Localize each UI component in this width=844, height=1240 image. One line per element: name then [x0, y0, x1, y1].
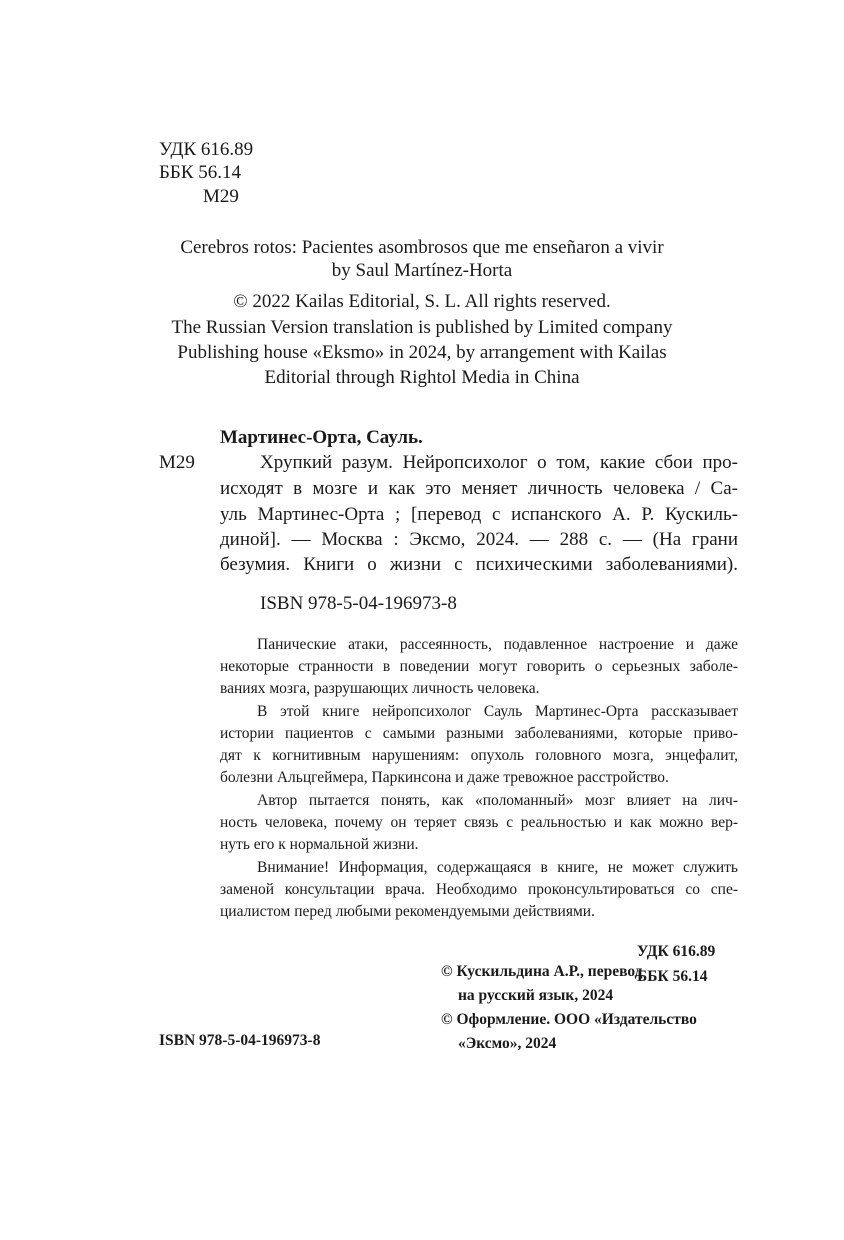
isbn-bottom: ISBN 978-5-04-196973-8: [159, 1032, 321, 1049]
rights-line: © 2022 Kailas Editorial, S. L. All rights reserved.: [233, 291, 611, 312]
annotation-line: некоторые странности в поведении могут говорить о серьезных заболе-: [220, 658, 738, 675]
catalog-line: уль Мартинес-Орта ; [перевод с испанского А. Р. Кускиль-: [220, 504, 738, 525]
annotation-line: Панические атаки, рассеянность, подавленное настроение и даже: [257, 636, 738, 653]
copyright-line: © Кускильдина А.Р., перевод: [441, 963, 643, 980]
catalog-mark: М29: [159, 452, 195, 473]
bbk-bold: ББК 56.14: [637, 968, 708, 985]
catalog-line: безумия. Книги о жизни с психическими заболеваниями).: [220, 554, 738, 575]
original-title: Cerebros rotos: Pacientes asombrosos que me enseñaron a vivir: [180, 237, 664, 258]
annotation-line: Автор пытается понять, как «поломанный» мозг влияет на лич-: [257, 792, 738, 809]
udk-code: УДК 616.89: [159, 139, 254, 160]
rights-line: Publishing house «Eksmo» in 2024, by arrangement with Kailas: [177, 342, 667, 363]
udk-bold: УДК 616.89: [637, 943, 716, 960]
annotation-line: нуть его к нормальной жизни.: [220, 836, 419, 853]
annotation-line: ность человека, почему он теряет связь с реальностью и как можно вер-: [220, 814, 738, 831]
rights-line: Editorial through Rightol Media in China: [264, 367, 580, 388]
annotation-line: болезни Альцгеймера, Паркинсона и даже тревожное расстройство.: [220, 769, 669, 786]
author-mark: М29: [203, 186, 239, 207]
annotation-line: дят к когнитивным нарушениям: опухоль головного мозга, энцефалит,: [220, 747, 738, 764]
annotation-line: циалистом перед любыми рекомендуемыми действиями.: [220, 903, 595, 920]
catalog-isbn: ISBN 978-5-04-196973-8: [260, 593, 457, 614]
copyright-line: «Эксмо», 2024: [458, 1035, 557, 1052]
annotation-line: В этой книге нейропсихолог Сауль Мартинес-Орта рассказывает: [257, 703, 738, 720]
rights-line: The Russian Version translation is published by Limited company: [171, 317, 673, 338]
annotation-line: заменой консультации врача. Необходимо проконсультироваться со спе-: [220, 881, 738, 898]
copyright-line: © Оформление. ООО «Издательство: [441, 1011, 697, 1028]
catalog-author: Мартинес-Орта, Сауль.: [220, 427, 423, 448]
copyright-line: на русский язык, 2024: [458, 987, 614, 1004]
original-author: by Saul Martínez-Horta: [331, 260, 513, 281]
catalog-line: Хрупкий разум. Нейропсихолог о том, какие сбои про-: [260, 452, 738, 473]
annotation-line: Внимание! Информация, содержащаяся в книге, не может служить: [257, 859, 738, 876]
bbk-code: ББК 56.14: [159, 162, 241, 183]
annotation-line: ваниях мозга, разрушающих личность человека.: [220, 680, 540, 697]
annotation-line: истории пациентов с самыми разными заболеваниями, которые приво-: [220, 725, 738, 742]
catalog-line: диной]. — Москва : Эксмо, 2024. — 288 с. — (На грани: [220, 529, 738, 550]
catalog-line: исходят в мозге и как это меняет личность человека / Са-: [220, 478, 738, 499]
